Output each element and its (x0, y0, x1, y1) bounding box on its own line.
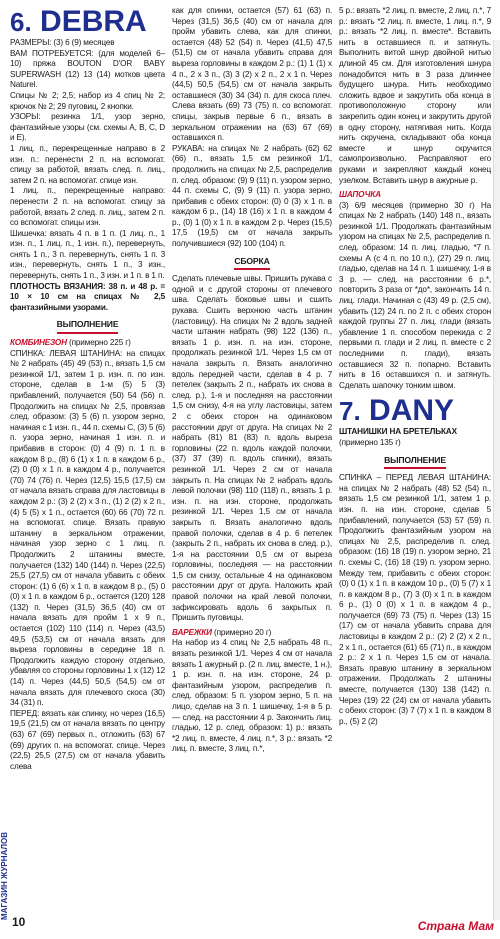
continuation-text: как для спинки, остается (57) 61 (63) п. Через (31,5) 36,5 (40) см от начала для пройм убавить слева, как для спинки, остается (48) 52 (54) п. Через (41,5) 47,5 (51,5) см от начала убавить справа для выреза горловины в каждом 2 р.: (1) 1 (1) х 4 п., 2 х 3 п., (3) 3 (2) х 2 п., 2 х 1 п. Через (44,5) 50,5 (54,5) см от начала закрыть оставшиеся (30) 34 (34) п. для скоса плеч. Слева вязать (69) 73 (75) п. со вспомогат. спицы, закрыв первые 6 п., вязать в зеркальном отражении на (63) 67 (69) оставшихся п. (172, 6, 332, 143)
page-number: 10 (12, 915, 26, 929)
pattern-title-debra (10, 6, 165, 38)
pattern-number-2: 7. (339, 396, 361, 427)
sleeves-text: РУКАВА: на спицах № 2 набрать (62) 62 (66) п., вязать 1,5 см резинкой 1/1, продолжить на спицах № 2,5, распределив п. след. образом: (9) 9 (11) п. узором зерно, 44 п. схемы С, (9) 9 (11) п. узора зерно, прибавив с обеих сторон: (0) 0 (3) х 1 п. в каждом 6 р., (14) 18 (16) х 1 п. в каждом 4 р., (0) 1 (0) х 1 п. в каждом 2 р. Через (15,5) 17,5 (19,5) см от начала закрыть получившиеся (92) 100 (104) п. (172, 143, 332, 249)
mittens-label: ВАРЕЖКИ (примерно 20 г) (172, 627, 272, 637)
sizes-text: РАЗМЕРЫ: (3) 6 (9) месяцев (10, 38, 115, 47)
section-title-assembly: СБОРКА (172, 256, 332, 271)
pattern-title-dany (339, 395, 491, 427)
column-right (339, 6, 491, 727)
watermark: Страна Мам (417, 919, 494, 933)
materials-text: ВАМ ПОТРЕБУЕТСЯ: (для моделей 6–10) пряжа BOUTON D'OR BABY SUPERWASH (12) 13 (14) мотков цвета Naturel. (10, 48, 165, 90)
assembly-text: Сделать плечевые швы. Пришить рукава с одной и с другой стороны от плечевого шва. Сделать боковые швы и сшить рукава. Сшить верхнюю часть штанин (ластовицу). На спицах № 2 вдоль задней части штанин набрать (98) 122 (136) п., вязать 1 р. изн. п. на изн. стороне, продолжать резинкой 1/1. Через 1,5 см от начала закрыть п. Вязать аналогично вдоль передней части, сделав в 4 р. 7 петелек (закрыть 2 п., набрать их снова в след. р.), 1-я и последняя на расстоянии 1,5 см снизу, 4-я на углу ластовицы, затем 2 с обеих сторон на одинаковом расстоянии друг от друга. На спицах № 2 набрать (81) 81 (83) п. вдоль выреза горловины (22 п. вдоль каждой полочки, (37) 37 (39) п. вдоль спинки), вязать резинкой 1/1. Через 2 см от начала закрыть п. На спицах № 2 набрать вдоль левой полочки (98) 110 (118) п., вязать 1 р. изн. п. на изн. стороне, продолжать резинкой 1/1. Через 1,5 см от начала закрыть п. Вязать аналогично вдоль правой полочки, сделав в 4 р. 6 петелек (закрыть 2 п., набрать их снова в след. р.), 1-я на расстоянии 0,5 см от выреза горловины, последняя — на расстоянии 1,5 см снизу, остальные 4 на одинаковом расстоянии друг от друга. Наложить край правой полочки на край левой полочки, зафиксировать вдоль 6 закрытых п. Пришить пуговицы. (172, 274, 332, 623)
section-title-execution: ВЫПОЛНЕНИЕ (10, 319, 165, 334)
column-middle (172, 6, 332, 755)
jumpsuit-label: КОМБИНЕЗОН (примерно 225 г) (10, 338, 131, 348)
bobble-text: Шишечка: вязать 4 п. в 1 п. (1 лиц. п., 1 изн. п., 1 лиц. п., 1 изн. п.), перевернуть, снять 1 п., 3 п. перевернуть, снять 1 п. 3 изн., перевернуть, снять 1 п., 3 изн., перевернуть, снять 1 п., 3 изн. и 1 п. в 1 п. (10, 228, 165, 281)
front-text: ПЕРЕД: вязать как спинку, но через (16,5) 19,5 (21,5) см от начала вязать по центру (63) 67 (69) первых п., отложить (63) 67 (69) других п. на вспомогат. спице. Через (22,5) 25,5 (27,5) см от начала убавить слева (10, 708, 165, 771)
cross-stitch-2-text: 1 лиц. п., перекрещенные направо: перенести 2 п. на вспомогат. спицу за работой, вязать 2 след. п. лиц., затем 2 п. со вспомогат. спицы изн. (10, 186, 165, 228)
mittens-continuation-text: 5 р.: вязать *2 лиц. п. вместе, 2 лиц. п.*, 7 р.: вязать *2 лиц. п. вместе, 1 лиц. п.*, 9 р.: вязать *2 лиц. п. вместе*. Вставить нить в оставшиеся п. и затянуть. Выполнить витой шнур двойной нитью длиной 45 см. Для изготовления шнура понадобится нить в 3 раза длиннее будущего шнура. Нить необходимо сложить вдвое и закрутить оба конца в противоположную сторону или закрепить один конец и закрутить другой в одну сторону, натягивая нить. Когда нить скручена, складывают оба конца вместе и шнур скручится самопроизвольно. Расправляют его руками и закрепляют каждый конец узелком. Вставить шнур в ажурные р. (339, 6, 491, 185)
cross-stitch-1-text: 1 лиц. п., перекрещенные направо в 2 изн. п.: перенести 2 п. на вспомогат. спицу за работой, вязать след. п. лиц., затем 2 п. на вспомогат. спице изн. (10, 143, 165, 185)
needles-text: Спицы № 2; 2,5; набор из 4 спиц № 2; крючок № 2; 29 пуговиц, 2 кнопки. (10, 90, 165, 111)
pattern-name: DEBRA (40, 5, 147, 38)
side-vertical-text: МАГАЗИН ЖУРНАЛОВ (0, 831, 9, 920)
dany-body-text: СПИНКА – ПЕРЕД ЛЕВАЯ ШТАНИНА: на спицах № 2 набрать (48) 52 (54) п., вязать 1,5 см резинкой 1/1, затем 1 р. изн. п. на изн. стороне, сделав 5 прибавлений, получается (53) 57 (59) п. Продолжить фантазийным узором на спицах № 2,5, распределив п. след. образом: (16) 18 (19) п. узором зерно, 21 п. схемы С, (16) 18 (19) п. узором зерно. Между тем, прибавить с обеих сторон: (0) 0 (1) х 1 п. в каждом 10 р., (0) 5 (7) х 1 п. в каждом 8 р., (7) 3 (0) х 1 п. в каждом 6 р., (1) 0 (0) х 1 п. в каждом 4 р., получается (69) 73 (75) п. Через (13) 15 (17) см от начала убавить справа для ластовицы в каждом 2 р.: (2) 2 (2) х 2 п., 2 х 1 п., остается (61) 65 (71) п., в каждом 2 р.: 2 х 1 п. Через 1,5 см от начала. Вязать правую штанину в зеркальном отражении. Продолжать 2 штанины вместе, получается (130) 138 (142) п. Через (19) 22 (24) см от начала убавить с обеих сторон: (3) 7 (7) х 1 п. в каждом 8 р., (5) 2 (2) (339, 473, 491, 726)
column-left (10, 6, 165, 772)
patterns-text: УЗОРЫ: резинка 1/1, узор зерно, фантазийные узоры (см. схемы А, В, С, D и Е). (10, 112, 165, 143)
section-title-execution-2: ВЫПОЛНЕНИЕ (339, 455, 491, 470)
mittens-text: На набор из 4 спиц № 2,5 набрать 48 п., вязать резинкой 1/1. Через 4 см от начала вязать 1 ажурный р. (2 п. лиц. вместе, 1 н.), 1 р. изн. п. на изн. стороне, 24 р. фантазийным узором, распределив п. след. образом: 5 п. узором зерно, 5 п. на лицо, сделав на 3 п. 1 шишечку, 1-я в 5 р. — след. на расстоянии 4 р. Закончить лиц. гладью, 12 р. след. образом: 1) р.: вязать *2 лиц. п. вместе, 4 лиц. п.*, 3 р.: вязать *2 лиц. п. вместе, 3 лиц. п.*, (172, 638, 332, 754)
page-right-edge (493, 40, 500, 920)
jumpsuit-body-text: СПИНКА: ЛЕВАЯ ШТАНИНА: на спицах № 2 набрать (45) 49 (53) п., вязать 1,5 см резинкой 1/1, затем 1 р. изн. п. по изн. стороне, сделав в 1-м (5) 5 (3) прибавлений, получается (50) 54 (56) п. Продолжить на спицах № 2,5, провязав след. образом: (3) 5 (6) п. узором зерно, начиная с 1 изн. п., 44 п. схемы С, (3) 5 (6) п. узора зерно, начиная 1 изн. п. и прибавив в сторон: (0) 4 (9) п. 1 п. в каждом 8 р., (8) 6 (1) х 1 п. в каждом 6 р., (2) 0 (0) х 1 п. в каждом 4 р., получается (70) 74 (76) п. Через (12,5) 15,5 (17,5) см от начала вязать справа для ластовицы в каждом 2 р.: (3) 2 (2) х 3 п., (1) 2 (2) х 2 п., (4) 5 (5) х 1 п., остается (60) 66 (70) 72 п. на вспомогат. спице. Вязать правую штанину в зеркальном отражении, начиная узор зерно с 1 лиц. п. Продолжить 2 штанины вместе, получается (132) 140 (144) п. Через (22,5) 25,5 (27,5) см от начала убавить с обеих сторон: (1) 6 (6) х 1 п. в каждом 8 р., (5) 0 (0) х 1 п. в каждом 6 р., остается (120) 128 (132) п. Через (31,5) 36,5 (40) см от начала вязать для пройм 1 х 9 п., остается (102) 110 (114) п. Через (43,5) 49,5 (53,5) см от начала вязать для выреза горловины в середине 18 п. Продолжить каждую сторону отдельно, убавляя со стороны горловины 1 х (12) 12 (14) п. Через (44,5) 50,5 (54,5) см от начала вязать для плечевого скоса (30) 34 (31) п. (10, 348, 166, 708)
dany-subtitle: ШТАНИШКИ НА БРЕТЕЛЬКАХ (339, 427, 457, 437)
hat-label: ШАПОЧКА (339, 190, 381, 200)
pattern-number: 6. (10, 7, 32, 37)
dany-weight: (примерно 135 г) (339, 437, 401, 447)
pattern-name-2: DANY (369, 394, 455, 428)
gauge-text: ПЛОТНОСТЬ ВЯЗАНИЯ: 38 п. и 48 р. = 10 × 10 см на спицах № 2,5 фантазийными узорами. (10, 281, 165, 312)
hat-text: (3) 6/9 месяцев (примерно 30 г) На спицах № 2 набрать (140) 148 п., вязать резинкой 1/1. Продолжать фантазийным узором на спицах № 2,5, распределив п. след. образом: 14 п. лиц. гладью, *7 п. схемы А (с 4 п. по 10 п.), (27) 29 п. лиц. гладью, сделав на 14 п. 1 шишечку, 1-я в 3 р. — след. на расстоянии 6 р.*, повторить 3 раза от *до*, закончить 14 п. лиц. глади. Начиная с (43) 49 р. (2,5 см), убавить (12) 24 п. по 2 п. с обеих сторон каждой группы 27 п. лиц. глади (вязать убавление 1 п. способом перекида с 2 первыми п. глади и 2 лиц. п. вместе с 2 последними п. глади), вязать оставшиеся 32 п. попарно. Вставить нить в 16 оставшихся п. и затянуть. Сделать шапочку тонким швом. (339, 200, 491, 390)
